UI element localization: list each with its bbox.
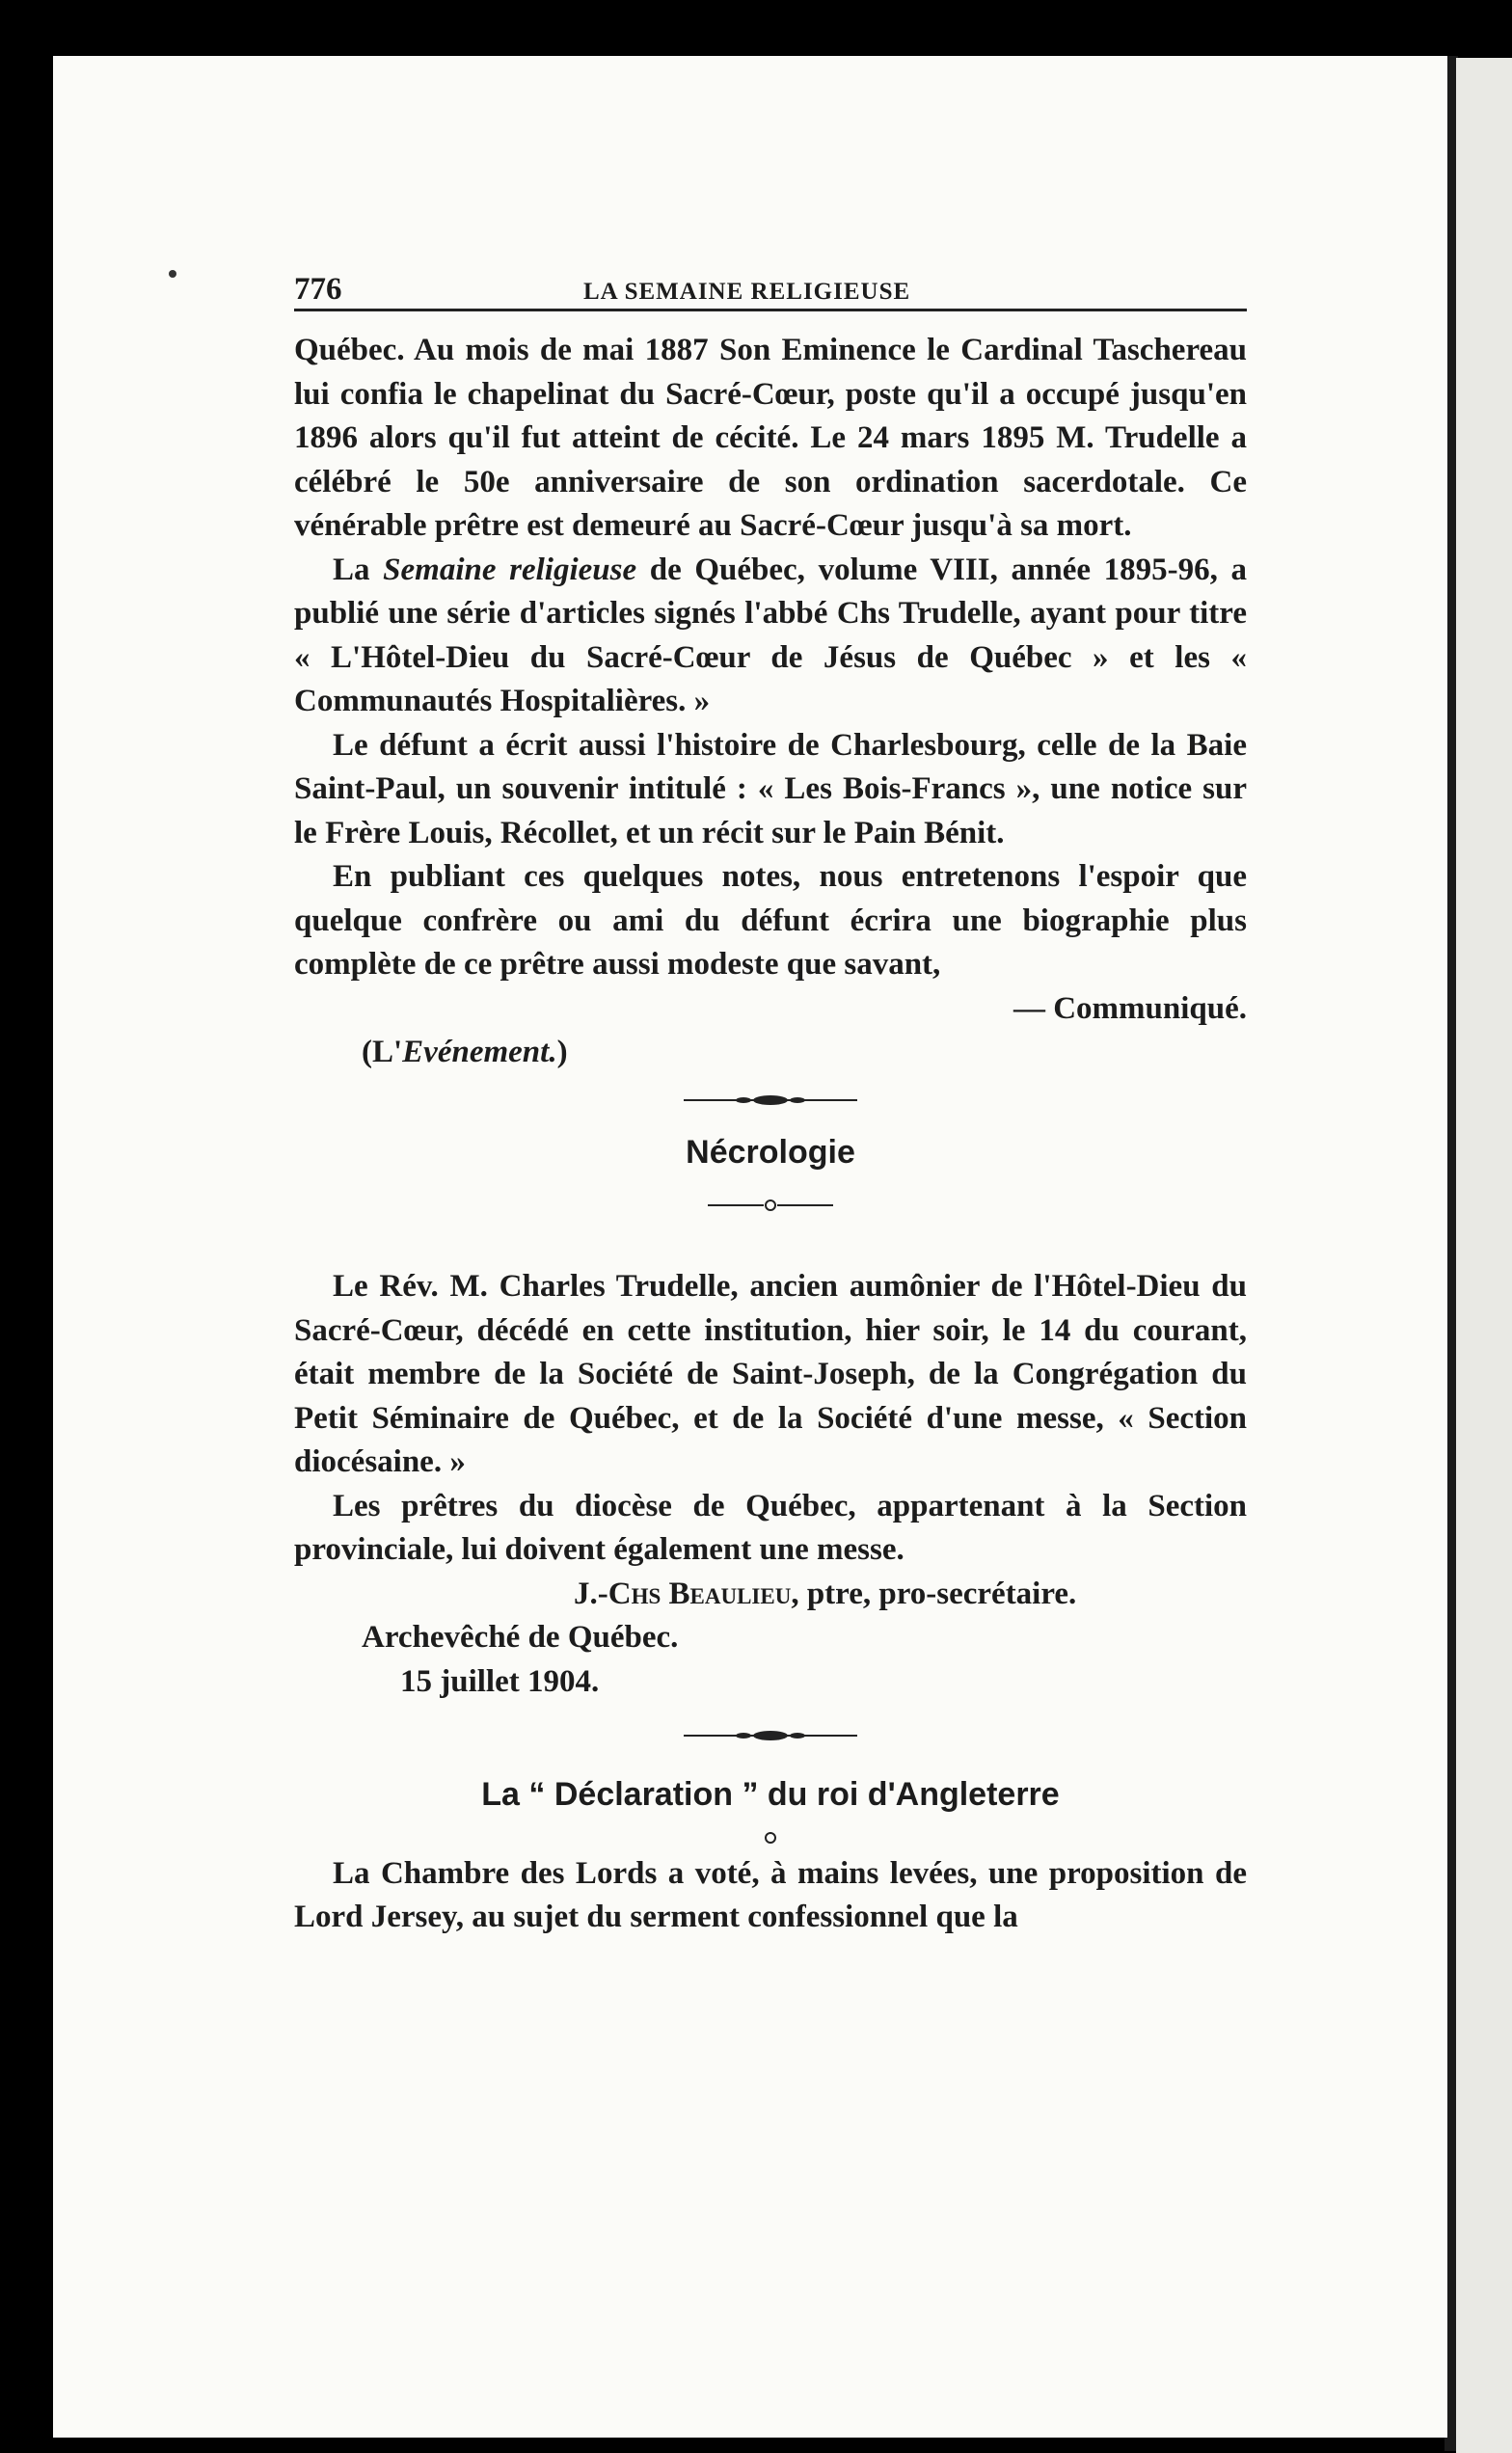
ornament-rule-icon xyxy=(684,1093,857,1107)
paragraph-espoir: En publiant ces quelques notes, nous entretenons l'espoir que quelque confrère ou ami du défunt écrira une biographie plus complète de ce prêtre aussi modeste que savant, xyxy=(294,859,1247,982)
facing-page-edge xyxy=(1456,58,1512,2453)
small-divider xyxy=(294,1180,1247,1230)
signature-name: J.-Chs Beaulieu xyxy=(574,1576,792,1611)
communique-signature: — Communiqué. xyxy=(1012,990,1247,1026)
section-heading-declaration: La “ Déclaration ” du roi d'Angleterre xyxy=(481,1776,1060,1813)
necrologie-paragraph-2: Les prêtres du diocèse de Québec, appartenant à la Section provinciale, lui doivent également une messe. xyxy=(294,1488,1247,1567)
page-header xyxy=(294,251,1247,311)
small-circle-divider xyxy=(294,1823,1247,1852)
text-column xyxy=(294,251,1247,1940)
paragraph-ecrits: Le défunt a écrit aussi l'histoire de Charlesbourg, celle de la Baie Saint-Paul, un souvenir intitulé : « Les Bois-Francs », une notice sur le Frère Louis, Récollet, et un récit sur le Pain Bénit. xyxy=(294,727,1247,850)
ornament-divider-2 xyxy=(294,1704,1247,1767)
necrologie-paragraph: Le Rév. M. Charles Trudelle, ancien aumônier de l'Hôtel-Dieu du Sacré-Cœur, décédé en cette institution, hier soir, le 14 du courant, était membre de la Société de Saint-Joseph, de la Congrégation du Petit Séminaire de Québec, et de la Société d'une messe, « Section diocésaine. » xyxy=(294,1269,1247,1479)
ornament-rule-icon xyxy=(684,1729,857,1742)
date-line: 15 juillet 1904. xyxy=(400,1663,600,1699)
place-line: Archevêché de Québec. xyxy=(362,1620,679,1655)
paragraph-semaine: La Semaine religieuse de Québec, volume VIII, année 1895-96, a publié une série d'articles signés l'abbé Chs Trudelle, ayant pour titre « L'Hôtel-Dieu du Sacré-Cœur de Jésus de Québec » et les « Communautés Hospitalières. » xyxy=(294,552,1247,718)
paragraph-continuation: Québec. Au mois de mai 1887 Son Eminence le Cardinal Taschereau lui confia le chapelinat du Sacré-Cœur, poste qu'il a occupé jusqu'en 1896 alors qu'il fut atteint de cécité. Le 24 mars 1895 M. Trudelle a célébré le 50e anniversaire de son ordination sacerdotale. Ce vénérable prêtre est demeuré au Sacré-Cœur jusqu'à sa mort. xyxy=(294,333,1247,543)
source-note: (L'Evénement.) xyxy=(362,1035,568,1069)
scan-speck xyxy=(169,270,176,278)
signature-line: J.-Chs Beaulieu, ptre, pro-secrétaire. xyxy=(574,1576,1077,1611)
ornament-divider xyxy=(294,1075,1247,1125)
running-head: LA SEMAINE RELIGIEUSE xyxy=(583,279,911,305)
circle-icon xyxy=(761,1831,780,1845)
page-number: 776 xyxy=(294,272,342,307)
circle-rule-icon xyxy=(708,1199,833,1212)
publication-title: Semaine religieuse xyxy=(383,552,637,587)
declaration-paragraph: La Chambre des Lords a voté, à mains levées, une proposition de Lord Jersey, au sujet du serment confessionnel que la xyxy=(294,1855,1247,1934)
section-heading-necrologie: Nécrologie xyxy=(686,1133,855,1171)
